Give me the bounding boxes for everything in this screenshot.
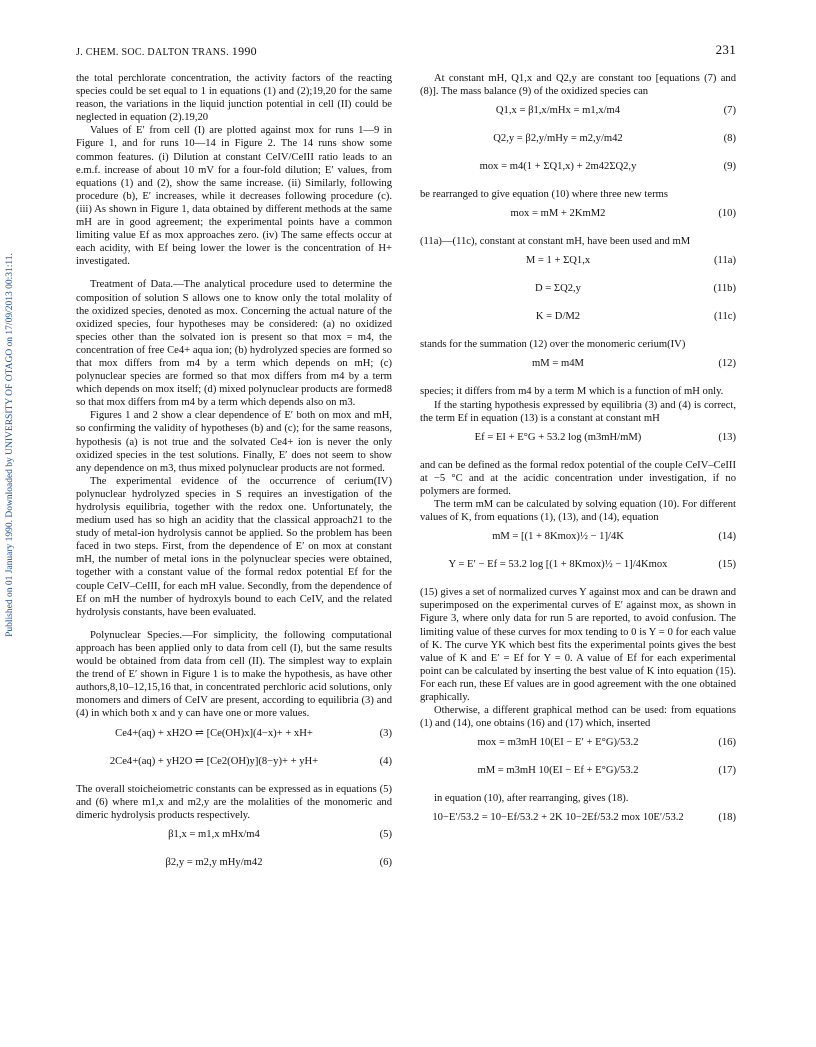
equation: Ce4+(aq) + xH2O ⇌ [Ce(OH)x](4−x)+ + xH+ (3) bbox=[115, 727, 392, 739]
equation: β2,y = m2,y mHy/m42 (6) bbox=[165, 856, 392, 868]
page-number: 231 bbox=[715, 42, 736, 57]
paragraph: Otherwise, a different graphical method can be used: from equations (1) and (14), one obtains (16) and (17) which, inserted bbox=[420, 705, 736, 730]
equation: Y = E′ − Ef = 53.2 log [(1 + 8Kmox)½ − 1]/4Kmox (15) bbox=[448, 559, 736, 571]
paragraph: species; it differs from m4 by a term M which is a function of mH only. bbox=[420, 386, 724, 398]
equation: Q1,x = β1,x/mHx = m1,x/m4 (7) bbox=[495, 105, 736, 117]
paragraph: Values of E′ from cell (I) are plotted against mox for runs 1—9 in Figure 1, and for runs 10—14 in Figure 2. The 14 runs show some common features. (i) Dilution at constant CeIV/CeIII ratio leads to an e.m.f. increase of about 10 mV for a four-fold dilution; E′ values, from equations (1) and (2), show the same increase. (ii) Similarly, following procedure (b), E′ increases, while it decreases following procedure (c). (iii) As shown in Figure 1, data obtained by different methods at the same mH are in good agreement; the experimental points have a common limiting value Ef as mox approaches zero. (iv) The same effects occur at each acidity, with Ef being lower the lower is the concentration of H+ investigated. bbox=[76, 125, 392, 268]
journal-name: J. CHEM. SOC. DALTON TRANS. 1990 bbox=[76, 44, 257, 58]
paragraph: The overall stoicheiometric constants can be expressed as in equations (5) and (6) where m1,x and m2,y are the molalities of the monomeric and dimeric hydrolysis products respectively. bbox=[76, 783, 392, 821]
equation: M = 1 + ΣQ1,x (11a) bbox=[525, 255, 736, 267]
paragraph: At constant mH, Q1,x and Q2,y are constant too [equations (7) and (8)]. The mass balance (9) of the oxidized species can bbox=[420, 73, 736, 98]
equation: mM = m4M (12) bbox=[532, 358, 736, 370]
download-watermark bbox=[2, 150, 16, 750]
paragraph: stands for the summation (12) over the monomeric cerium(IV) bbox=[420, 339, 686, 351]
equation: Q2,y = β2,y/mHy = m2,y/m42 (8) bbox=[493, 133, 736, 145]
equation: Ef = EI + E°G + 53.2 log (m3mH/mM) (13) bbox=[474, 431, 736, 443]
equation: mox = m4(1 + ΣQ1,x) + 2m42ΣQ2,y (9) bbox=[479, 161, 736, 173]
equation: D = ΣQ2,y (11b) bbox=[535, 283, 736, 295]
paragraph: Figures 1 and 2 show a clear dependence of E′ both on mox and mH, so confirming the validity of hypotheses (b) and (c); for the same reasons, hypothesis (a) is not true and the solvated Ce4+ ion is never the only oxidized species in the test solutions. Finally, E′ does not seem to show any dependence on m3, thus mixed polynuclear products are not formed. bbox=[76, 410, 392, 474]
paragraph: (11a)—(11c), constant at constant mH, have been used and mM bbox=[420, 236, 691, 248]
equation: mM = m3mH 10(EI − Ef + E°G)/53.2 (17) bbox=[477, 765, 736, 777]
paragraph: in equation (10), after rearranging, gives (18). bbox=[434, 793, 629, 805]
right-column bbox=[420, 72, 736, 839]
equation: β1,x = m1,x mHx/m4 (5) bbox=[168, 828, 392, 840]
paragraph: (15) gives a set of normalized curves Y against mox and can be drawn and superimposed on the experimental curves of E′ against mox, as shown in Figure 3, where only data for run 5 are reported, to avoid confusion. The limiting value of these curves for mox tending to 0 is Y = 0 for each value of K. The curve YK which best fits the experimental points gives the best value of K and E′ = Ef for Y = 0. A value of Ef for each experimental point can be calculated by inserting the best value of K into equation (15). For each run, these Ef values are in good agreement with the one obtained graphically. bbox=[420, 587, 736, 703]
paragraph: If the starting hypothesis expressed by equilibria (3) and (4) is correct, the term Ef in equation (13) is a constant at constant mH bbox=[420, 399, 736, 424]
paragraph: The term mM can be calculated by solving equation (10). For different values of K, from equations (1), (13), and (14), equation bbox=[420, 499, 736, 524]
equation: 2Ce4+(aq) + yH2O ⇌ [Ce2(OH)y](8−y)+ + yH+ (4) bbox=[109, 755, 392, 767]
paragraph: and can be defined as the formal redox potential of the couple CeIV–CeIII at −5 °C and at the acidic concentration under investigation, if no polymers are formed. bbox=[420, 459, 736, 497]
equation: mM = [(1 + 8Kmox)½ − 1]/4K (14) bbox=[492, 531, 736, 543]
paragraph: The experimental evidence of the occurrence of cerium(IV) polynuclear hydrolyzed species in S requires an investigation of the hydrolysis equilibria, together with the redox one. Unfortunately, the medium used has so high an acidity that the classical approach21 to the study of metal-ion hydrolysis cannot be applied. So the problem has been faced in two steps. First, from the dependence of E′ on mox at constant mH, the number of metal ions in the polynuclear species were obtained, together with a constant value of the formal redox potential Ef for the couple CeIV–CeIII, for each mH value. Secondly, from the dependence of Ef on mH the number of hydroxyls bound to each CeIV, and the related hydrolysis constants, have been evaluated. bbox=[76, 475, 392, 618]
equation: mox = mM + 2KmM2 (10) bbox=[510, 208, 736, 220]
running-header bbox=[76, 44, 736, 60]
paragraph: Polynuclear Species.—For simplicity, the following computational approach has been applied only to data from cell (I), but the same results would be obtained from data from cell (II). The simplest way to explain the trend of E′ shown in Figure 1 is to make the hypothesis, as have other authors,8,10–12,15,16 that, in concentrated perchloric acid solutions, only monomers and dimers of CeIV are present, according to equilibria (3) and (4) in which both x and y can have one or more values. bbox=[76, 629, 392, 720]
left-column bbox=[76, 72, 392, 884]
paragraph: Treatment of Data.—The analytical procedure used to determine the composition of solution S allows one to know only the total molality of the oxidized species, denoted as mox. Concerning the actual nature of the oxidized species, four hypotheses may be considered: (a) no oxidized species other than the solvated ion is present so that mox = m4, the concentration of free Ce4+ aqua ion; (b) hydrolyzed species are formed so that mox differs from m4 by a term which depends on mH; (c) polynuclear species are formed so that mox differs from m4 by a term which depends on mox itself; (d) mixed polynuclear products are formed8 so that mox differs from m4 by a term which depends also on m3. bbox=[76, 279, 392, 409]
equation: mox = m3mH 10(EI − E′ + E°G)/53.2 (16) bbox=[477, 737, 736, 749]
download-watermark-text: Published on 01 January 1990. Downloaded by UNIVERSITY OF OTAGO on 17/09/2013 00:31:11. bbox=[5, 253, 15, 637]
equation: K = D/M2 (11c) bbox=[535, 311, 736, 323]
paragraph: be rearranged to give equation (10) where three new terms bbox=[420, 189, 668, 201]
equation: 10−E′/53.2 = 10−Ef/53.2 + 2K 10−2Ef/53.2 mox 10E′/53.2 (18) bbox=[432, 812, 736, 824]
paragraph: the total perchlorate concentration, the activity factors of the reacting species could be set equal to 1 in equations (1) and (2);19,20 for the same reason, the variations in the liquid junction potential in cell (II) could be neglected in equation (2).19,20 bbox=[76, 73, 392, 124]
